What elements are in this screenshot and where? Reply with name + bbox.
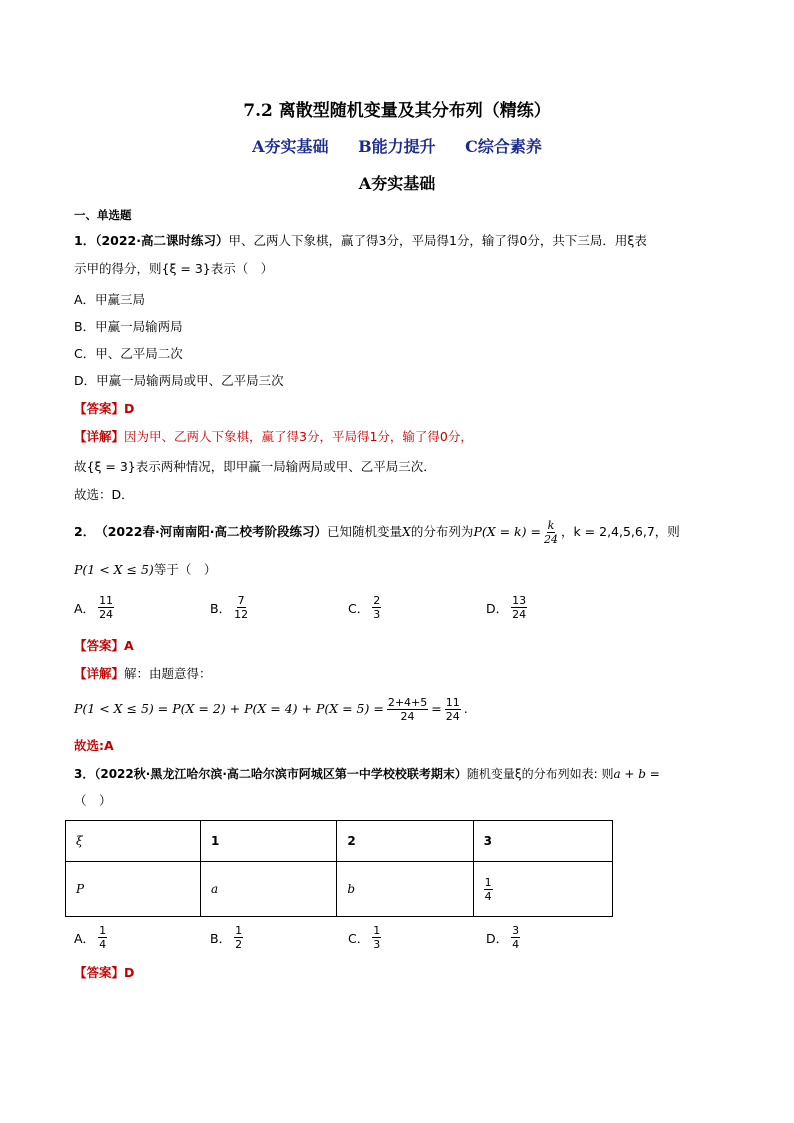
calc-equals: = [431,701,442,716]
cell-fraction [484,876,493,903]
answer-value: D [124,965,135,980]
option-fraction [234,924,243,951]
q1-option-d: D．甲赢一局输两局或甲、乙平局三次 [74,373,284,388]
table-cell: b [337,862,473,917]
denominator: 24 [400,709,415,723]
table-cell [473,862,612,917]
option-fraction [98,594,114,621]
level-a: A夯实基础 [252,137,329,156]
detail-label: 【详解】 [74,429,125,444]
q2-option-b [210,594,251,621]
numerator: 1 [99,924,107,937]
q2-stem-a: 已知随机变量 [327,524,403,539]
option-fraction [372,924,381,951]
denominator: 12 [234,608,249,621]
q1-stem-line2: 示甲的得分，则{ξ = 3}表示（ ） [74,261,274,276]
denominator: 3 [373,938,381,951]
answer-value: D [124,401,135,416]
q2-answer [74,638,134,654]
q3-source: （2022秋·黑龙江哈尔滨·高二哈尔滨市阿城区第一中学校校联考期末） [94,767,467,781]
option-label: D． [486,600,509,616]
q2-stem-tail: 等于（ ） [153,562,217,577]
option-label: C． [348,600,370,616]
q1-choose: 故选：D． [74,487,134,502]
table-row [66,821,613,862]
q1-source: （2022·高二课时练习） [95,233,229,248]
q3-stem-line1 [74,766,660,782]
numerator: k [547,518,555,532]
option-fraction [372,594,381,621]
option-label: B． [210,600,232,616]
answer-value: A [124,638,134,653]
numerator: 1 [373,924,381,937]
q1-option-b: B．甲赢一局输两局 [74,319,183,334]
table-cell: 3 [473,821,612,862]
level-b: B能力提升 [358,137,436,156]
q3-option-c [348,924,384,951]
table-cell: a [201,862,337,917]
q3-expr: a + b = [613,767,660,781]
table-cell: P [66,862,201,917]
denominator: 3 [373,608,381,621]
option-fraction [511,594,527,621]
q2-detail [74,666,212,682]
section-type: 一、单选题 [74,208,132,222]
calc-result-fraction [445,696,461,723]
option-label: D． [486,930,509,946]
q1-option-c: C．甲、乙平局二次 [74,346,183,361]
option-fraction [98,924,107,951]
option-label: B． [210,930,232,946]
option-fraction [511,924,520,951]
q2-pmf: P(X = k) = [473,524,541,539]
numerator: 1 [484,875,492,889]
q1-stem: 甲、乙两人下象棋，赢了得3分，平局得1分，输了得0分，共下三局．用ξ表 [228,233,647,248]
q2-option-a [74,594,117,621]
denominator: 24 [543,532,558,546]
calc-end: . [463,701,468,716]
q3-option-a [74,924,110,951]
denominator: 24 [99,608,114,621]
numerator: 7 [237,594,245,607]
q3-option-b [210,924,246,951]
denominator: 4 [512,938,520,951]
option-label: A． [74,600,96,616]
section-heading: A夯实基础 [358,174,436,193]
denominator: 24 [445,709,460,723]
q2-option-d [486,594,530,621]
numerator: 13 [512,594,527,607]
q3-number: 3． [74,767,95,781]
q2-number: 2． [74,524,96,539]
q2-calculation [74,692,468,726]
q2-stem-line2 [74,562,216,578]
q2-pmf-fraction [544,519,558,546]
q2-option-c [348,594,384,621]
denominator: 4 [99,938,107,951]
numerator: 2+4+5 [387,695,428,709]
option-label: C． [348,930,370,946]
numerator: 11 [99,594,114,607]
page-title: 7.2 离散型随机变量及其分布列（精练） [243,101,551,121]
q1-detail-line2: 故{ξ = 3}表示两种情况，即甲赢一局输两局或甲、乙平局三次． [74,459,436,474]
calc-fraction [387,696,428,723]
detail-text: 解：由题意得： [124,666,212,681]
calc-expr: P(1 < X ≤ 5) = P(X = 2) + P(X = 4) + P(X = 5) = [74,701,384,716]
answer-label: 【答案】 [74,401,125,416]
q1-number: 1． [74,233,96,248]
option-label: A． [74,930,96,946]
denominator: 24 [512,608,527,621]
q2-stem-b: 的分布列为 [410,524,474,539]
q2-choose: 故选:A [74,738,114,753]
denominator: 4 [484,889,492,903]
subtitle-levels [0,134,794,157]
q3-stem: 随机变量ξ的分布列如表: 则 [466,767,614,781]
q2-expr: P(1 < X ≤ 5) [74,562,154,577]
table-cell: 2 [337,821,473,862]
q3-answer [74,965,134,981]
denominator: 2 [235,938,243,951]
numerator: 1 [235,924,243,937]
table-cell: ξ [66,821,201,862]
numerator: 11 [445,695,460,709]
option-fraction [234,594,248,621]
answer-label: 【答案】 [74,638,125,653]
q3-paren: （ ） [74,793,112,808]
table-row [66,862,613,917]
q1-answer [74,401,134,417]
q2-var: X [402,524,411,539]
distribution-table [65,820,613,917]
q2-stem-line1 [74,516,680,548]
level-c: C综合素养 [465,137,542,156]
detail-text: 因为甲、乙两人下象棋，赢了得3分，平局得1分，输了得0分， [124,429,473,444]
answer-label: 【答案】 [74,965,125,980]
q1-detail-line1 [74,429,473,445]
q2-k-values: ，k = 2,4,5,6,7，则 [560,524,680,539]
q3-option-d [486,924,523,951]
table-cell: 1 [201,821,337,862]
q2-source: （2022春·河南南阳·高二校考阶段练习） [95,524,327,539]
q1-option-a: A．甲赢三局 [74,292,146,307]
q1-stem-line1 [74,233,647,249]
numerator: 2 [373,594,381,607]
detail-label: 【详解】 [74,666,125,681]
numerator: 3 [512,924,520,937]
